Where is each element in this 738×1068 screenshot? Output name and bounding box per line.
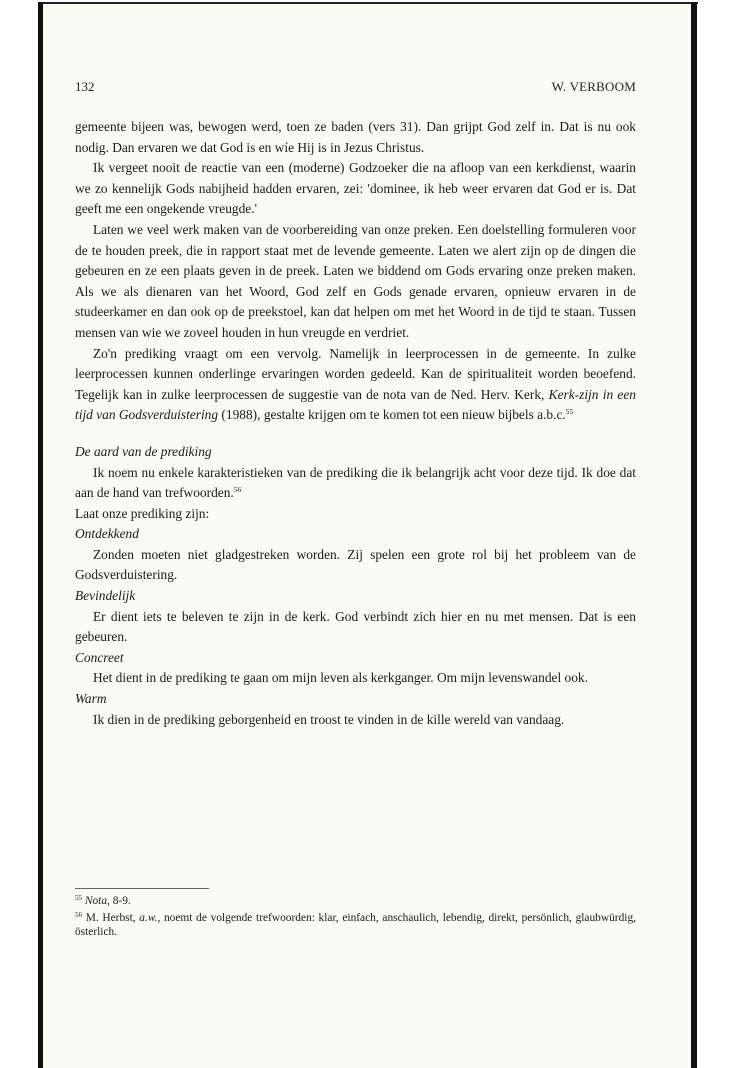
paragraph-3: Laten we veel werk maken van de voorbereiding van onze preken. Een doelstelling formuleren voor de te houden preek, die in rapport staat met de levende gemeente. Laten we alert zijn op de dingen die gebeuren en ze een plaats geven in de preek. Laten we biddend om Gods ervaring onze preken maken. Als we als dienaren van het Woord, God zelf en Gods genade ervaren, opnieuw ervaren in de studeerkamer en dan ook op de preekstoel, kan dat helpen om met het Woord in de tijd te staan. Tussen mensen van wie we zoveel houden in hun vreugde en verdriet.: [75, 221, 636, 340]
trait-term: [75, 648, 636, 669]
page-number: 132: [75, 79, 95, 94]
paragraph-2: Ik vergeet nooit de reactie van een (moderne) Godzoeker die na afloop van een kerkdienst, waarin we zo kennelijk Gods nabijheid hadden ervaren, zei: 'dominee, ik heb weer ervaren dat God er is. Dat geeft me een ongekende vreugde.': [75, 160, 636, 217]
section-intro-text: Ik noem nu enkele karakteristieken van de prediking die ik belangrijk acht voor deze tijd. Ik doe dat aan de hand van trefwoorden.: [75, 464, 636, 501]
scan-top-edge: [40, 2, 698, 4]
trait-description: Ik dien in de prediking geborgenheid en troost te vinden in de kille wereld van vandaag.: [93, 711, 565, 727]
footnote-divider: [75, 888, 209, 889]
footnote-source: a.w.: [139, 912, 158, 924]
page-header: [75, 79, 636, 97]
scan-right-edge: [691, 2, 697, 1068]
paragraph-4-text: Zo'n prediking vraagt om een vervolg. Namelijk in leerprocessen in de gemeente. In zulke leerprocessen kunnen onderlinge ervaringen worden gedeeld. Kan de spiritualiteit worden beoefend. Tegelijk kan in zulke leerprocessen de suggestie van de nota van de Ned. Herv. Kerk,: [75, 345, 636, 402]
trait-description: Zonden moeten niet gladgestreken worden. Zij spelen een grote rol bij het probleem van de Godsverduistering.: [75, 546, 636, 583]
footnote-text: , 8-9.: [107, 895, 131, 907]
section-heading: [75, 442, 636, 463]
trait-term: [75, 524, 636, 545]
section-heading-text: De aard van de prediking: [75, 443, 212, 459]
footnote-source: Nota: [84, 895, 108, 907]
section-gap: [75, 426, 636, 442]
footnote-ref-56[interactable]: 56: [233, 485, 242, 495]
footnote-text: , noemt de volgende trefwoorden: klar, einfach, anschaulich, lebendig, direkt, persönlich, glaubwürdig, österlich.: [75, 912, 636, 938]
trait-description: Het dient in de prediking te gaan om mijn leven als kerkganger. Om mijn levenswandel ook.: [93, 670, 588, 686]
running-head-author: W. VERBOOM: [551, 79, 636, 94]
footnote-55: [75, 894, 636, 908]
trait-description: Er dient iets te beleven te zijn in de kerk. God verbindt zich hier en nu met mensen. Dat is een gebeuren.: [75, 608, 636, 645]
trait-term: [75, 586, 636, 607]
body-text: [75, 117, 636, 730]
section-intro: [75, 463, 636, 504]
footnote-ref-55[interactable]: 55: [565, 407, 574, 417]
list-lead: Laat onze prediking zijn:: [75, 505, 210, 521]
footnote-56: [75, 911, 636, 939]
trait-term-text: Ontdekkend: [75, 526, 139, 542]
paragraph-1: gemeente bijeen was, bewogen werd, toen ze baden (vers 31). Dan grijpt God zelf in. Dat is nu ook nodig. Dan ervaren we dat God is en wíe Hij is in Jezus Christus.: [75, 119, 636, 155]
paragraph-4-end: (1988), gestalte krijgen om te komen tot een nieuw bijbels a.b.c.: [218, 407, 566, 423]
trait-term-text: Bevindelijk: [75, 588, 136, 604]
scan-left-edge: [38, 2, 43, 1068]
footnote-lead: M. Herbst,: [85, 912, 140, 924]
footnote-number: 56: [75, 911, 82, 919]
footnote-number: 55: [75, 894, 82, 902]
paragraph-4: [75, 344, 636, 426]
cited-title: Kerk-zijn in een tijd van Godsverduistering: [75, 386, 636, 423]
trait-term-text: Concreet: [75, 649, 124, 665]
footnotes: [75, 894, 636, 942]
trait-term: [75, 689, 636, 710]
trait-term-text: Warm: [75, 691, 107, 707]
